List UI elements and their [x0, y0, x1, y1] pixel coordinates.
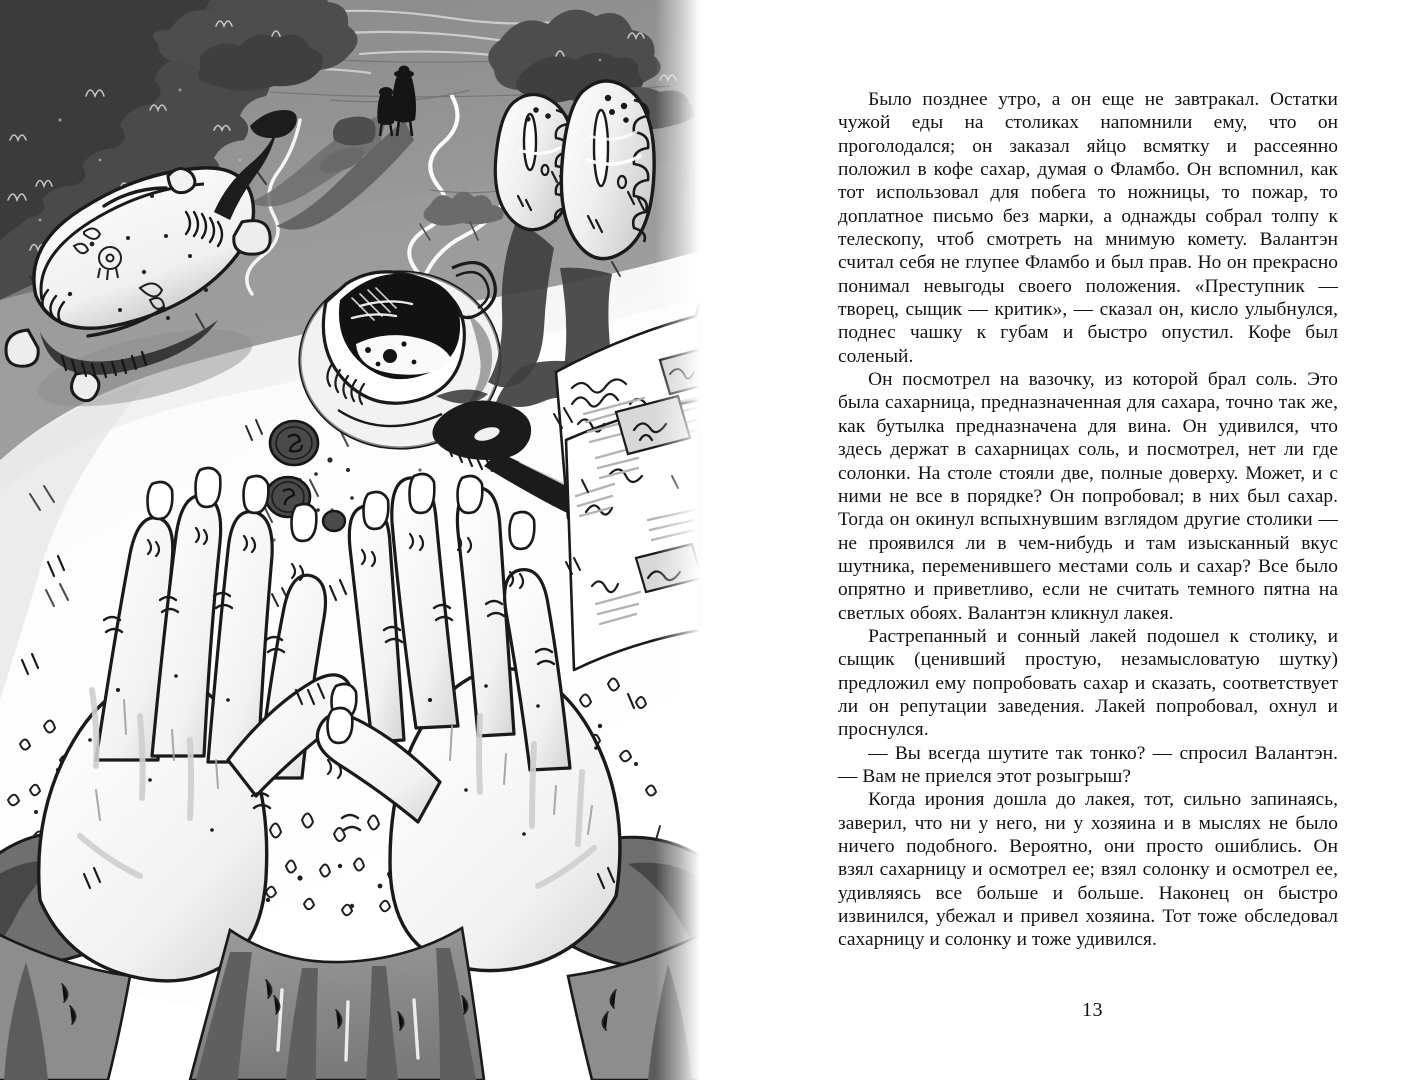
page-number — [700, 999, 1421, 1022]
paragraph: Было позднее утро, а он еще не завтракал. Остатки чужой еды на столиках напомнили ему, что он проголодался; он заказал яйцо всмятку и рассеянно положил в кофе сахар, думая о Фламбо. Он вспомнил, как тот использовал для побега то ножницы, то пожар, то доплатное письмо без марки, а однажды собрал толпу к телескопу, чтоб смотреть на мнимую комету. Валантэн считал себя не глупее Фламбо и был прав. Но он прекрасно понимал невыгоды своего положения. «Преступник — творец, сыщик — критик», — сказал он, кисло улыбнулся, поднес чашку к губам и быстро опустил. Кофе был соленый. — [838, 89, 1338, 367]
paragraph: Он посмотрел на вазочку, из которой брал соль. Это была сахарница, предназначенная для сахара, точно так же, как бутылка предназначена для вина. Он удивился, что здесь держат в сахарницах соль, и посмотрел, нет ли где солонки. На столе стояли две, полные доверху. Может, и с ними не все в порядке? Он попробовал; в них был сахар. Тогда он окинул вспыхнувшим взглядом другие столики — не проявился ли в чем-нибудь и там изысканный вкус шутника, переменившего местами соль и сахар? Все было опрятно и приветливо, если не считать темного пятна на светлых обоях. Валантэн кликнул лакея. — [838, 369, 1338, 624]
paragraph: Когда ирония дошла до лакея, тот, сильно запинаясь, заверил, что ни у него, ни у хозяина и в мыслях не было ничего подобного. Вероятно, они просто ошиблись. Он взял сахарницу и осмотрел ее; взял солонку и осмотрел ее, удивляясь все больше и больше. Наконец он быстро извинился, убежал и привел хозяина. Тот тоже обследовал сахарницу и солонку и тоже удивился. — [838, 789, 1338, 951]
paragraph: Растрепанный и сонный лакей подошел к столику, и сыщик (ценивший простую, незамысловатую шутку) предложил ему попробовать сахар и сказать, соответствует ли он репутации заведения. Лакей попробовал, охнул и проснулся. — [838, 625, 1338, 741]
illustration — [0, 0, 700, 1080]
paragraph-dialogue: — Вы всегда шутите так тонко? — спросил Валантэн. — Вам не приелся этот розыгрыш? — [838, 742, 1338, 787]
text-column — [838, 88, 1338, 952]
left-page — [0, 0, 700, 1080]
salt-shaker-large — [561, 81, 654, 259]
right-page — [700, 0, 1421, 1080]
page-number-value: 13 — [1082, 999, 1103, 1021]
